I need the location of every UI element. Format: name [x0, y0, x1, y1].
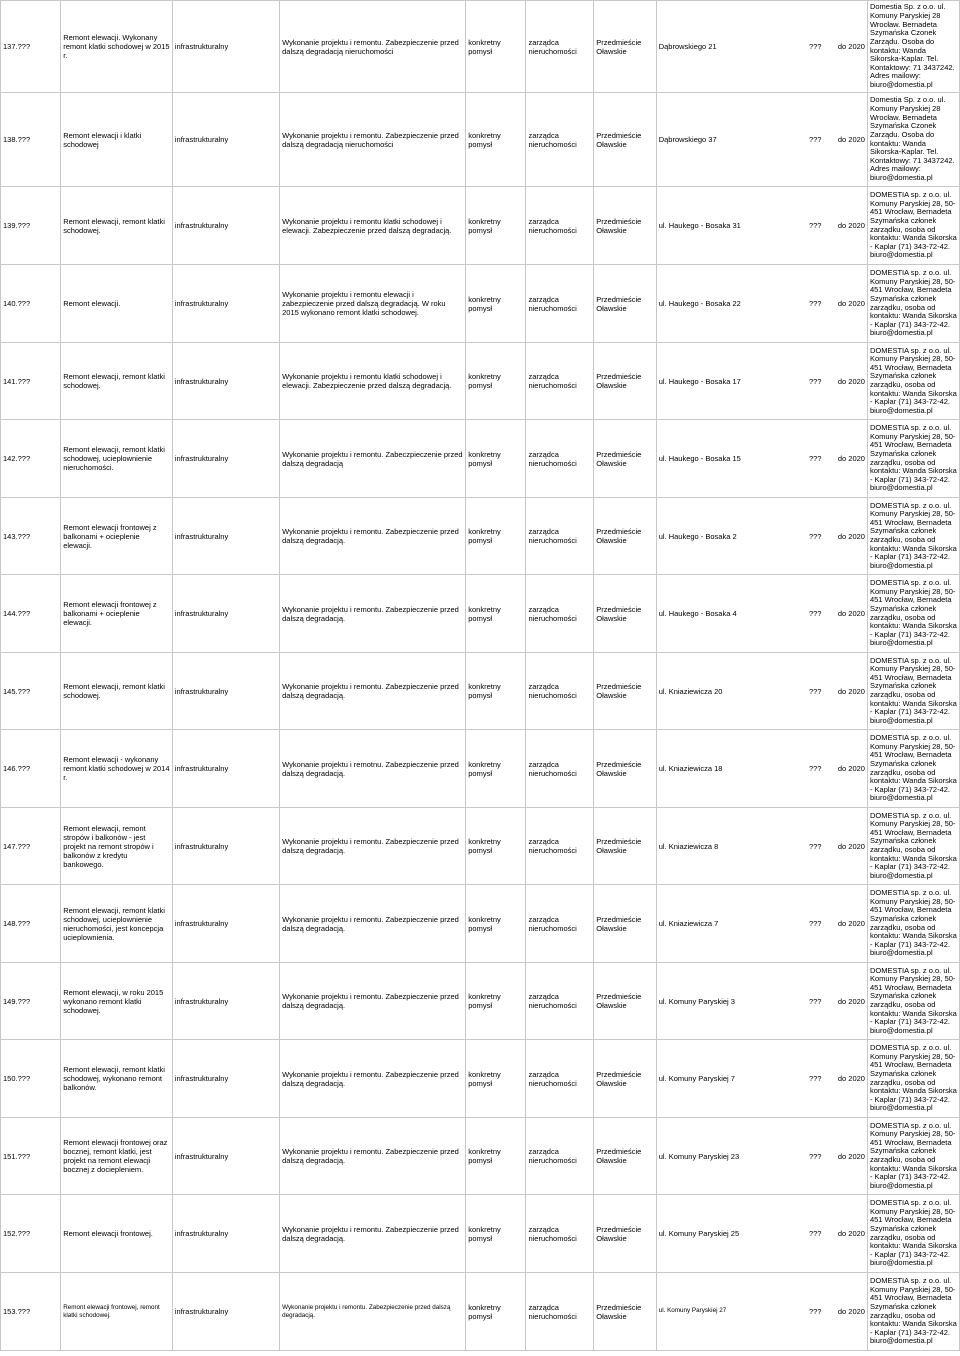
row-number: 152. — [3, 1229, 18, 1238]
owner: zarządca nieruchomości — [526, 885, 594, 963]
scope: konkretny pomysł — [466, 1195, 526, 1273]
address-placeholder: ??? — [808, 376, 822, 386]
project-type: infrastrukturalny — [172, 265, 279, 343]
row-number-placeholder: ??? — [17, 1074, 31, 1083]
address-placeholder: ??? — [808, 135, 822, 144]
address: ul. Komuny Paryskiej 3 — [658, 996, 735, 1006]
contact-info: DOMESTIA sp. z o.o. ul. Komuny Paryskiej 28, 50-451 Wrocław, Bernadeta Szymańska członek zarządku, osoba od kontaktu: Wanda Sikorska - Kaplar (71) 343-72-42. biuro@domestia.pl — [867, 343, 959, 420]
row-number-placeholder: ??? — [17, 454, 31, 463]
deadline: do 2020 — [837, 531, 865, 541]
action-description: Wykonanie projektu i remontu. Zabezpieczenie przed dalszą degradacją. — [280, 498, 466, 575]
address: ul. Kniaziewicza 20 — [658, 686, 723, 696]
area: Przedmieście Oławskie — [594, 1195, 656, 1273]
address: ul. Komuny Paryskiej 7 — [658, 1074, 735, 1083]
area: Przedmieście Oławskie — [594, 343, 656, 420]
area: Przedmieście Oławskie — [594, 1040, 656, 1118]
planned-work: Remont elewacji frontowej oraz bocznej, remont klatki, jest projekt na remont elewacji bocznej z dociepleniem. — [61, 1118, 173, 1195]
area: Przedmieście Oławskie — [594, 265, 656, 343]
row-number: 141. — [3, 376, 18, 386]
address: ul. Haukego - Bosaka 22 — [658, 299, 741, 308]
row-number-placeholder: ??? — [17, 1229, 31, 1238]
table-row — [1, 575, 960, 653]
action-description: Wykonanie projektu i remontu. Zabeczpieczenie przed dalszą degradacją — [280, 420, 466, 498]
planned-work: Remont elewacji frontowej. — [61, 1195, 173, 1273]
scope: konkretny pomysł — [466, 885, 526, 963]
row-number-placeholder: ??? — [17, 919, 31, 928]
project-type: infrastrukturalny — [172, 885, 279, 963]
owner: zarządca nieruchomości — [526, 343, 594, 420]
scope: konkretny pomysł — [466, 187, 526, 265]
area: Przedmieście Oławskie — [594, 885, 656, 963]
area: Przedmieście Oławskie — [594, 575, 656, 653]
address-placeholder: ??? — [808, 996, 822, 1006]
planned-work: Remont elewacji. Wykonany remont klatki schodowej w 2015 r. — [61, 1, 173, 93]
deadline: do 2020 — [837, 454, 865, 463]
address: Dąbrowskiego 21 — [658, 42, 717, 51]
row-number-placeholder: ??? — [17, 609, 31, 618]
contact-info: DOMESTIA sp. z o.o. ul. Komuny Paryskiej 28, 50-451 Wrocław, Bernadeta Szymańska członek zarządku, osoba od kontaktu: Wanda Sikorska - Kaplar (71) 343-72-42. biuro@domestia.pl — [867, 963, 959, 1040]
deadline: do 2020 — [837, 42, 865, 51]
action-description: Wykonanie projektu i remontu. Zabezpieczenie przed dalszą degradacją. — [280, 808, 466, 885]
table-row — [1, 1273, 960, 1351]
address-placeholder: ??? — [808, 919, 822, 928]
project-type: infrastrukturalny — [172, 1273, 279, 1351]
address-cell — [656, 963, 867, 1040]
contact-info: Domestia Sp. z o.o. ul. Komuny Paryskiej 28 Wrocław. Bernadeta Szymańska Czonek Zarządu. Osoba do kontaktu: Wanda Sikorska-Kaplar. Tel. Kontaktowy: 71 3437242. Adres mailowy: biuro@domestia.pl — [867, 93, 959, 187]
row-number: 151. — [3, 1151, 18, 1161]
row-number-cell — [1, 963, 61, 1040]
planned-work: Remont elewacji, remont stropów i balkonów - jest projekt na remont stropów i balkonów z kredytu bankowego. — [61, 808, 173, 885]
contact-info: DOMESTIA sp. z o.o. ul. Komuny Paryskiej 28, 50-451 Wrocław, Bernadeta Szymańska członek zarządku, osoba od kontaktu: Wanda Sikorska - Kaplar (71) 343-72-42. biuro@domestia.pl — [867, 730, 959, 808]
scope: konkretny pomysł — [466, 1118, 526, 1195]
action-description: Wykonanie projektu i remontu. Zabezpieczenie przed dalszą degradacją. — [280, 575, 466, 653]
row-number-placeholder: ??? — [17, 42, 31, 51]
area: Przedmieście Oławskie — [594, 653, 656, 730]
address-placeholder: ??? — [808, 454, 822, 463]
address: Dąbrowskiego 37 — [658, 135, 717, 144]
address: ul. Kniaziewicza 18 — [658, 764, 723, 773]
table-row — [1, 963, 960, 1040]
row-number-cell — [1, 1118, 61, 1195]
scope: konkretny pomysł — [466, 963, 526, 1040]
scope: konkretny pomysł — [466, 575, 526, 653]
deadline: do 2020 — [837, 996, 865, 1006]
row-number-placeholder: ??? — [17, 1307, 31, 1316]
action-description: Wykonanie projektu i remontu. Zabezpieczenie przed dalszą degradacją. — [280, 1273, 466, 1351]
owner: zarządca nieruchomości — [526, 653, 594, 730]
contact-info: DOMESTIA sp. z o.o. ul. Komuny Paryskiej 28, 50-451 Wrocław, Bernadeta Szymańska członek zarządku, osoba od kontaktu: Wanda Sikorska - Kaplar (71) 343-72-42. biuro@domestia.pl — [867, 1195, 959, 1273]
owner: zarządca nieruchomości — [526, 420, 594, 498]
row-number-placeholder: ??? — [17, 299, 31, 308]
projects-table-body — [1, 1, 960, 1351]
address-cell — [656, 730, 867, 808]
address: ul. Haukego - Bosaka 15 — [658, 454, 741, 463]
address: ul. Komuny Paryskiej 27 — [658, 1307, 727, 1314]
owner: zarządca nieruchomości — [526, 187, 594, 265]
address-cell — [656, 187, 867, 265]
contact-info: DOMESTIA sp. z o.o. ul. Komuny Paryskiej 28, 50-451 Wrocław, Bernadeta Szymańska członek zarządku, osoba od kontaktu: Wanda Sikorska - Kaplar (71) 343-72-42. biuro@domestia.pl — [867, 653, 959, 730]
address-cell — [656, 653, 867, 730]
address-cell — [656, 93, 867, 187]
area: Przedmieście Oławskie — [594, 730, 656, 808]
owner: zarządca nieruchomości — [526, 498, 594, 575]
action-description: Wykonanie projektu i remontu. Zabezpieczenie przed dalszą degradacją. — [280, 885, 466, 963]
action-description: Wykonanie projektu i remontu. Zabezpieczenie przed dalszą degradacją nieruchomości — [280, 93, 466, 187]
address-placeholder: ??? — [808, 531, 822, 541]
table-row — [1, 1195, 960, 1273]
row-number-placeholder: ??? — [17, 376, 31, 386]
scope: konkretny pomysł — [466, 93, 526, 187]
row-number-cell — [1, 1040, 61, 1118]
contact-info: DOMESTIA sp. z o.o. ul. Komuny Paryskiej 28, 50-451 Wrocław, Bernadeta Szymańska członek zarządku, osoba od kontaktu: Wanda Sikorska - Kaplar (71) 343-72-42. biuro@domestia.pl — [867, 265, 959, 343]
area: Przedmieście Oławskie — [594, 93, 656, 187]
row-number-cell — [1, 187, 61, 265]
row-number-cell — [1, 93, 61, 187]
row-number-cell — [1, 575, 61, 653]
address-placeholder: ??? — [808, 1307, 822, 1316]
row-number-cell — [1, 343, 61, 420]
row-number: 149. — [3, 996, 18, 1006]
owner: zarządca nieruchomości — [526, 1195, 594, 1273]
deadline: do 2020 — [837, 919, 865, 928]
scope: konkretny pomysł — [466, 808, 526, 885]
row-number-cell — [1, 265, 61, 343]
project-type: infrastrukturalny — [172, 730, 279, 808]
address-cell — [656, 885, 867, 963]
row-number-placeholder: ??? — [17, 531, 31, 541]
action-description: Wykonanie projektu i remontu. Zabezpieczenie przed dalszą degradacją. — [280, 1195, 466, 1273]
project-type: infrastrukturalny — [172, 653, 279, 730]
area: Przedmieście Oławskie — [594, 498, 656, 575]
row-number: 153. — [3, 1307, 18, 1316]
table-row — [1, 730, 960, 808]
row-number: 146. — [3, 764, 18, 773]
address-cell — [656, 265, 867, 343]
address-cell — [656, 1273, 867, 1351]
area: Przedmieście Oławskie — [594, 808, 656, 885]
row-number-placeholder: ??? — [17, 841, 31, 851]
project-type: infrastrukturalny — [172, 1195, 279, 1273]
table-row — [1, 498, 960, 575]
owner: zarządca nieruchomości — [526, 93, 594, 187]
contact-info: Domestia Sp. z o.o. ul. Komuny Paryskiej 28 Wrocław. Bernadeta Szymańska Czonek Zarządu. Osoba do kontaktu: Wanda Sikorska-Kaplar. Tel. Kontaktowy: 71 3437242. Adres mailowy: biuro@domestia.pl — [867, 1, 959, 93]
deadline: do 2020 — [837, 299, 865, 308]
table-row — [1, 1040, 960, 1118]
address: ul. Haukego - Bosaka 4 — [658, 609, 737, 618]
deadline: do 2020 — [837, 841, 865, 851]
scope: konkretny pomysł — [466, 343, 526, 420]
address-placeholder: ??? — [808, 686, 822, 696]
scope: konkretny pomysł — [466, 653, 526, 730]
planned-work: Remont elewacji, remont klatki schodowej. — [61, 343, 173, 420]
scope: konkretny pomysł — [466, 1040, 526, 1118]
contact-info: DOMESTIA sp. z o.o. ul. Komuny Paryskiej 28, 50-451 Wrocław, Bernadeta Szymańska członek zarządku, osoba od kontaktu: Wanda Sikorska - Kaplar (71) 343-72-42. biuro@domestia.pl — [867, 575, 959, 653]
address-cell — [656, 498, 867, 575]
address-placeholder: ??? — [808, 1229, 822, 1238]
deadline: do 2020 — [837, 764, 865, 773]
address-cell — [656, 808, 867, 885]
project-type: infrastrukturalny — [172, 1118, 279, 1195]
table-row — [1, 808, 960, 885]
address-cell — [656, 1195, 867, 1273]
action-description: Wykonanie projektu i remontu. Zabezpieczenie przed dalszą degradacją. — [280, 1118, 466, 1195]
planned-work: Remont elewacji, w roku 2015 wykonano remont klatki schodowej. — [61, 963, 173, 1040]
planned-work: Remont elewacji frontowej, remont klatki schodowej. — [61, 1273, 173, 1351]
project-type: infrastrukturalny — [172, 963, 279, 1040]
row-number: 137. — [3, 42, 18, 51]
contact-info: DOMESTIA sp. z o.o. ul. Komuny Paryskiej 28, 50-451 Wrocław, Bernadeta Szymańska członek zarządku, osoba od kontaktu: Wanda Sikorska - Kaplar (71) 343-72-42. biuro@domestia.pl — [867, 498, 959, 575]
address-placeholder: ??? — [808, 764, 822, 773]
address: ul. Kniaziewicza 7 — [658, 919, 719, 928]
address-cell — [656, 343, 867, 420]
action-description: Wykonanie projektu i remontu elewacji i zabezpieczenie przed dalszą degradacją. W roku 2015 wykonano remont klatki schodowej. — [280, 265, 466, 343]
table-row — [1, 93, 960, 187]
address: ul. Komuny Paryskiej 25 — [658, 1229, 740, 1238]
deadline: do 2020 — [837, 221, 865, 230]
row-number: 148. — [3, 919, 18, 928]
contact-info: DOMESTIA sp. z o.o. ul. Komuny Paryskiej 28, 50-451 Wrocław, Bernadeta Szymańska członek zarządku, osoba od kontaktu: Wanda Sikorska - Kaplar (71) 343-72-42. biuro@domestia.pl — [867, 1118, 959, 1195]
scope: konkretny pomysł — [466, 1, 526, 93]
project-type: infrastrukturalny — [172, 420, 279, 498]
owner: zarządca nieruchomości — [526, 1040, 594, 1118]
row-number-placeholder: ??? — [17, 996, 31, 1006]
table-row — [1, 885, 960, 963]
planned-work: Remont elewacji i klatki schodowej — [61, 93, 173, 187]
row-number: 138. — [3, 135, 18, 144]
row-number-placeholder: ??? — [17, 764, 31, 773]
project-type: infrastrukturalny — [172, 1040, 279, 1118]
area: Przedmieście Oławskie — [594, 1118, 656, 1195]
action-description: Wykonanie projektu i remontu. Zabezpieczenie przed dalszą degradacją. — [280, 963, 466, 1040]
planned-work: Remont elewacji, remont klatki schodowej. — [61, 653, 173, 730]
row-number: 140. — [3, 299, 18, 308]
row-number-cell — [1, 885, 61, 963]
action-description: Wykonanie projektu i remontu klatki schodowej i elewacji. Zabezpieczenie przed dalszą degradacją. — [280, 343, 466, 420]
row-number: 150. — [3, 1074, 18, 1083]
area: Przedmieście Oławskie — [594, 1, 656, 93]
table-row — [1, 187, 960, 265]
row-number: 144. — [3, 609, 18, 618]
project-type: infrastrukturalny — [172, 808, 279, 885]
area: Przedmieście Oławskie — [594, 187, 656, 265]
action-description: Wykonanie projektu i remontu klatki schodowej i elewacji. Zabezpieczenie przed dalszą degradacją. — [280, 187, 466, 265]
planned-work: Remont elewacji, remont klatki schodowej, ucieplownienie nieruchomości. — [61, 420, 173, 498]
deadline: do 2020 — [837, 609, 865, 618]
deadline: do 2020 — [837, 135, 865, 144]
owner: zarządca nieruchomości — [526, 1273, 594, 1351]
row-number: 139. — [3, 221, 18, 230]
deadline: do 2020 — [837, 376, 865, 386]
row-number-cell — [1, 420, 61, 498]
owner: zarządca nieruchomości — [526, 1, 594, 93]
scope: konkretny pomysł — [466, 265, 526, 343]
planned-work: Remont elewacji, remont klatki schodowej, ucieplownienie nieruchomości, jest koncepcja ucieplownienia. — [61, 885, 173, 963]
contact-info: DOMESTIA sp. z o.o. ul. Komuny Paryskiej 28, 50-451 Wrocław, Bernadeta Szymańska członek zarządku, osoba od kontaktu: Wanda Sikorska - Kaplar (71) 343-72-42. biuro@domestia.pl — [867, 808, 959, 885]
row-number-placeholder: ??? — [17, 221, 31, 230]
owner: zarządca nieruchomości — [526, 575, 594, 653]
owner: zarządca nieruchomości — [526, 808, 594, 885]
row-number-cell — [1, 808, 61, 885]
project-type: infrastrukturalny — [172, 498, 279, 575]
deadline: do 2020 — [837, 1074, 865, 1083]
planned-work: Remont elewacji. — [61, 265, 173, 343]
address: ul. Komuny Paryskiej 23 — [658, 1151, 740, 1161]
table-row — [1, 1118, 960, 1195]
address-placeholder: ??? — [808, 1151, 822, 1161]
planned-work: Remont elewacji, remont klatki schodowej. — [61, 187, 173, 265]
row-number-placeholder: ??? — [17, 1151, 31, 1161]
row-number: 147. — [3, 841, 18, 851]
address-placeholder: ??? — [808, 1074, 822, 1083]
row-number-cell — [1, 1273, 61, 1351]
planned-work: Remont elewacji frontowej z balkonami + ocieplenie elewacji. — [61, 498, 173, 575]
address-cell — [656, 420, 867, 498]
contact-info: DOMESTIA sp. z o.o. ul. Komuny Paryskiej 28, 50-451 Wrocław, Bernadeta Szymańska członek zarządku, osoba od kontaktu: Wanda Sikorska - Kaplar (71) 343-72-42. biuro@domestia.pl — [867, 420, 959, 498]
address-placeholder: ??? — [808, 221, 822, 230]
scope: konkretny pomysł — [466, 498, 526, 575]
row-number: 143. — [3, 531, 18, 541]
address: ul. Kniaziewicza 8 — [658, 841, 719, 851]
action-description: Wykonanie projektu i remontu. Zabezpieczenie przed dalszą degradacją. — [280, 653, 466, 730]
row-number-cell — [1, 730, 61, 808]
contact-info: DOMESTIA sp. z o.o. ul. Komuny Paryskiej 28, 50-451 Wrocław, Bernadeta Szymańska członek zarządku, osoba od kontaktu: Wanda Sikorska - Kaplar (71) 343-72-42. biuro@domestia.pl — [867, 1040, 959, 1118]
row-number-placeholder: ??? — [17, 135, 31, 144]
deadline: do 2020 — [837, 1151, 865, 1161]
row-number-cell — [1, 1195, 61, 1273]
table-row — [1, 420, 960, 498]
row-number-cell — [1, 1, 61, 93]
address: ul. Haukego - Bosaka 31 — [658, 221, 741, 230]
address: ul. Haukego - Bosaka 2 — [658, 531, 737, 541]
table-row — [1, 653, 960, 730]
scope: konkretny pomysł — [466, 1273, 526, 1351]
action-description: Wykonanie projektu i remontu. Zabezpieczenie przed dalszą degradacją nieruchomości — [280, 1, 466, 93]
contact-info: DOMESTIA sp. z o.o. ul. Komuny Paryskiej 28, 50-451 Wrocław, Bernadeta Szymańska członek zarządku, osoba od kontaktu: Wanda Sikorska - Kaplar (71) 343-72-42. biuro@domestia.pl — [867, 187, 959, 265]
table-row — [1, 265, 960, 343]
deadline: do 2020 — [837, 1307, 865, 1316]
table-row — [1, 1, 960, 93]
owner: zarządca nieruchomości — [526, 730, 594, 808]
address-placeholder: ??? — [808, 42, 822, 51]
owner: zarządca nieruchomości — [526, 963, 594, 1040]
address-placeholder: ??? — [808, 609, 822, 618]
planned-work: Remont elewacji frontowej z balkonami + ocieplenie elewacji. — [61, 575, 173, 653]
project-type: infrastrukturalny — [172, 575, 279, 653]
row-number: 145. — [3, 686, 18, 696]
project-type: infrastrukturalny — [172, 343, 279, 420]
deadline: do 2020 — [837, 1229, 865, 1238]
project-type: infrastrukturalny — [172, 93, 279, 187]
planned-work: Remont elewacji - wykonany remont klatki schodowej w 2014 r. — [61, 730, 173, 808]
area: Przedmieście Oławskie — [594, 963, 656, 1040]
scope: konkretny pomysł — [466, 730, 526, 808]
row-number-placeholder: ??? — [17, 686, 31, 696]
address: ul. Haukego - Bosaka 17 — [658, 376, 741, 386]
area: Przedmieście Oławskie — [594, 420, 656, 498]
row-number-cell — [1, 653, 61, 730]
table-row — [1, 343, 960, 420]
action-description: Wykonanie projektu i remotnu. Zabezpieczenie przed dalszą degradacją. — [280, 730, 466, 808]
address-cell — [656, 575, 867, 653]
address-placeholder: ??? — [808, 299, 822, 308]
deadline: do 2020 — [837, 686, 865, 696]
planned-work: Remont elewacji, remont klatki schodowej, wykonano remont balkonów. — [61, 1040, 173, 1118]
scope: konkretny pomysł — [466, 420, 526, 498]
address-cell — [656, 1118, 867, 1195]
owner: zarządca nieruchomości — [526, 1118, 594, 1195]
row-number: 142. — [3, 454, 18, 463]
row-number-cell — [1, 498, 61, 575]
contact-info: DOMESTIA sp. z o.o. ul. Komuny Paryskiej 28, 50-451 Wrocław, Bernadeta Szymańska członek zarządku, osoba od kontaktu: Wanda Sikorska - Kaplar (71) 343-72-42. biuro@domestia.pl — [867, 1273, 959, 1351]
address-placeholder: ??? — [808, 841, 822, 851]
project-type: infrastrukturalny — [172, 1, 279, 93]
action-description: Wykonanie projektu i remontu. Zabezpieczenie przed dalszą degradacją. — [280, 1040, 466, 1118]
contact-info: DOMESTIA sp. z o.o. ul. Komuny Paryskiej 28, 50-451 Wrocław, Bernadeta Szymańska członek zarządku, osoba od kontaktu: Wanda Sikorska - Kaplar (71) 343-72-42. biuro@domestia.pl — [867, 885, 959, 963]
address-cell — [656, 1040, 867, 1118]
address-cell — [656, 1, 867, 93]
owner: zarządca nieruchomości — [526, 265, 594, 343]
project-type: infrastrukturalny — [172, 187, 279, 265]
area: Przedmieście Oławskie — [594, 1273, 656, 1351]
